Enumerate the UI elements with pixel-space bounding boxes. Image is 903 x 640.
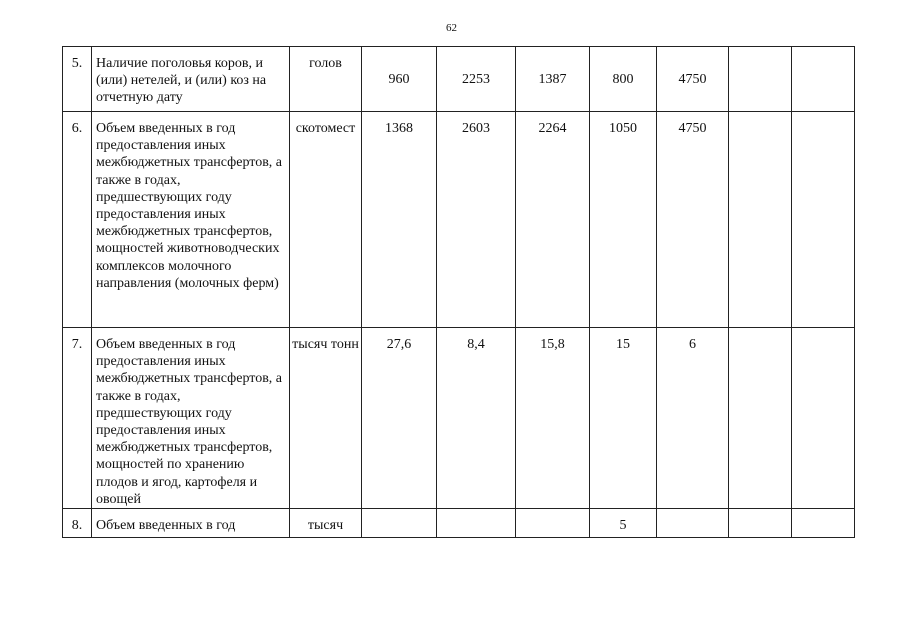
row-unit: скотомест: [290, 112, 362, 328]
page-number: 62: [446, 22, 457, 34]
row-number: 8.: [63, 509, 92, 538]
row-unit: тысяч тонн: [290, 328, 362, 509]
value-cell: 5: [590, 509, 657, 538]
row-unit: тысяч: [290, 509, 362, 538]
value-cell: 800: [590, 47, 657, 112]
value-cell: 27,6: [362, 328, 437, 509]
value-cell: [729, 328, 792, 509]
value-cell: [792, 328, 855, 509]
value-cell: 15,8: [516, 328, 590, 509]
value-cell: 1387: [516, 47, 590, 112]
row-number: 7.: [63, 328, 92, 509]
row-number: 5.: [63, 47, 92, 112]
row-unit: голов: [290, 47, 362, 112]
value-cell: 6: [657, 328, 729, 509]
value-cell: 1050: [590, 112, 657, 328]
row-description: Объем введенных в год предоставления иных межбюджетных трансфертов, а также в годах, предшествующих году предоставления иных межбюджетных трансфертов, мощностей по хранению плодов и ягод, картофеля и овощей: [92, 328, 290, 509]
value-cell: 8,4: [437, 328, 516, 509]
value-cell: [729, 509, 792, 538]
value-cell: 2603: [437, 112, 516, 328]
value-cell: [792, 47, 855, 112]
value-cell: [516, 509, 590, 538]
value-cell: 960: [362, 47, 437, 112]
value-cell: 2264: [516, 112, 590, 328]
row-description: Наличие поголовья коров, и (или) нетелей, и (или) коз на отчетную дату: [92, 47, 290, 112]
table-row: [63, 328, 855, 509]
value-cell: [729, 47, 792, 112]
value-cell: [437, 509, 516, 538]
value-cell: [657, 509, 729, 538]
value-cell: 15: [590, 328, 657, 509]
row-number: 6.: [63, 112, 92, 328]
table-row: [63, 47, 855, 112]
row-description: Объем введенных в год: [92, 509, 290, 538]
table-row: [63, 509, 855, 538]
value-cell: [729, 112, 792, 328]
value-cell: 1368: [362, 112, 437, 328]
value-cell: [362, 509, 437, 538]
value-cell: 2253: [437, 47, 516, 112]
table-row: [63, 112, 855, 328]
value-cell: 4750: [657, 47, 729, 112]
row-description: Объем введенных в год предоставления иных межбюджетных трансфертов, а также в годах, предшествующих году предоставления иных межбюджетных трансфертов, мощностей животноводческих комплексов молочного направления (молочных ферм): [92, 112, 290, 328]
value-cell: [792, 112, 855, 328]
value-cell: 4750: [657, 112, 729, 328]
indicators-table: [62, 46, 855, 538]
value-cell: [792, 509, 855, 538]
